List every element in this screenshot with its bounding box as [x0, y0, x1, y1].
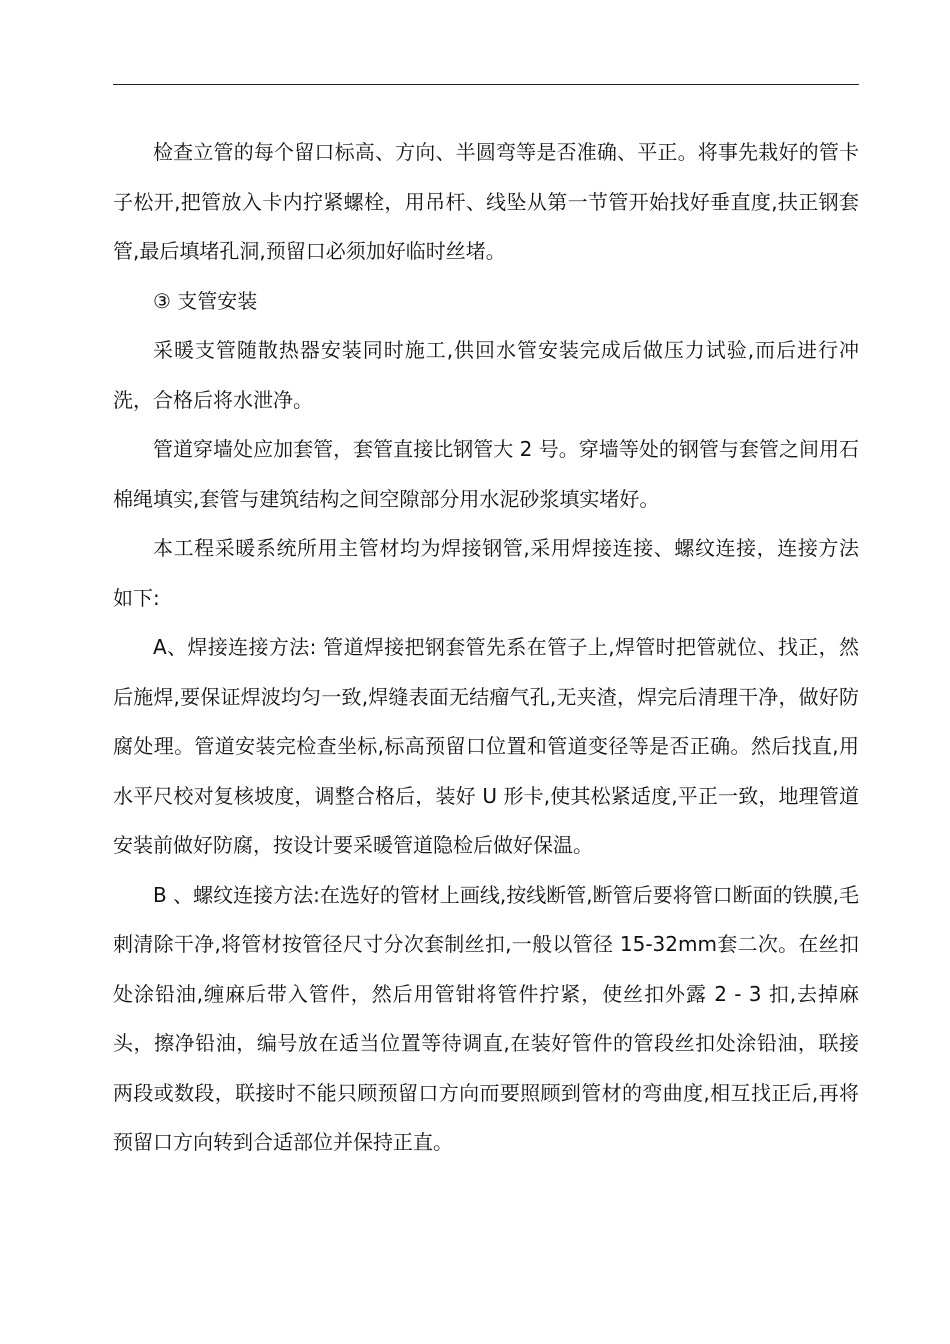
paragraph-connection-methods: 本工程采暖系统所用主管材均为焊接钢管,采用焊接连接、螺纹连接，连接方法如下: — [113, 536, 859, 610]
paragraph-riser-check: 检查立管的每个留口标高、方向、半圆弯等是否准确、平正。将事先栽好的管卡子松开,把管放入卡内拧紧螺栓，用吊杆、线坠从第一节管开始找好垂直度,扶正钢套管,最后填堵孔洞,预留口必须加好临时丝堵。 — [113, 140, 859, 263]
paragraph-wall-sleeve: 管道穿墙处应加套管，套管直接比钢管大 2 号。穿墙等处的钢管与套管之间用石棉绳填实,套管与建筑结构之间空隙部分用水泥砂浆填实堵好。 — [113, 437, 859, 511]
document-body — [113, 128, 859, 1168]
header-rule — [113, 84, 859, 85]
paragraph-branch-pipe: 采暖支管随散热器安装同时施工,供回水管安装完成后做压力试验,而后进行冲洗，合格后将水泄净。 — [113, 338, 859, 412]
paragraph-thread-method: B 、螺纹连接方法:在选好的管材上画线,按线断管,断管后要将管口断面的铁膜,毛刺清除干净,将管材按管径尺寸分次套制丝扣,一般以管径 15-32mm套二次。在丝扣处涂铅油,缠麻后带入管件，然后用管钳将管件拧紧，使丝扣外露 2 - 3 扣,去掉麻头，擦净铅油，编号放在适当位置等待调直,在装好管件的管段丝扣处涂铅油，联接两段或数段，联接时不能只顾预留口方向而要照顾到管材的弯曲度,相互找正后,再将预留口方向转到合适部位并保持正直。 — [113, 882, 859, 1154]
paragraph-welding-method: A、焊接连接方法: 管道焊接把钢套管先系在管子上,焊管时把管就位、找正，然后施焊,要保证焊波均匀一致,焊缝表面无结瘤气孔,无夹渣，焊完后清理干净，做好防腐处理。管道安装完检查坐标,标高预留口位置和管道变径等是否正确。然后找直,用水平尺校对复核坡度，调整合格后，装好 U 形卡,使其松紧适度,平正一致，地理管道安装前做好防腐，按设计要采暖管道隐检后做好保温。 — [113, 635, 859, 857]
section-heading-branch-pipe: ③ 支管安装 — [153, 288, 258, 313]
